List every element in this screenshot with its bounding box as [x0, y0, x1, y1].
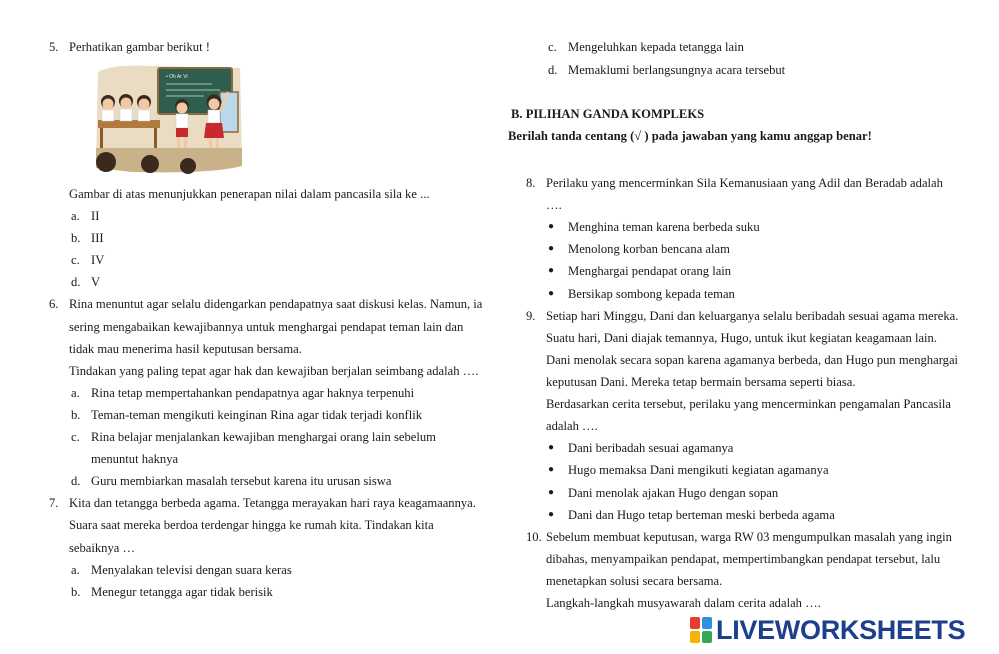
logo-text: LIVEWORKSHEETS [716, 615, 966, 645]
q5-option-text[interactable]: II [91, 209, 100, 223]
q6-text-line: Tindakan yang paling tepat agar hak dan kewajiban berjalan seimbang adalah …. [69, 364, 479, 378]
q6-option-text-cont[interactable]: menuntut haknya [91, 452, 179, 466]
bullet-icon: ● [548, 221, 555, 232]
q5-option-letter: a. [71, 209, 80, 223]
q7-option-text[interactable]: Memaklumi berlangsungnya acara tersebut [568, 63, 786, 77]
q6-option-text[interactable]: Rina belajar menjalankan kewajiban menghargai orang lain sebelum [91, 430, 436, 444]
q8-text-line: …. [546, 198, 562, 212]
q7-text-line: Suara saat mereka berdoa terdengar hingga ke rumah kita. Tindakan kita [69, 518, 434, 532]
q8-option-text[interactable]: Menghargai pendapat orang lain [568, 264, 732, 278]
q9-text-line: Dani menolak secara sopan karena agamanya berbeda, dan Hugo pun menghargai [546, 353, 959, 367]
q7-option-letter: a. [71, 563, 80, 577]
bullet-icon: ● [548, 265, 555, 276]
seated-students [101, 94, 151, 121]
q6-option-letter: b. [71, 408, 81, 422]
q6-option-letter: d. [71, 474, 81, 488]
q7-option-text[interactable]: Menegur tetangga agar tidak berisik [91, 585, 273, 599]
q7-text-line: sebaiknya … [69, 541, 136, 555]
q5-text: Perhatikan gambar berikut ! [69, 40, 210, 54]
bullet-icon: ● [548, 288, 555, 299]
bullet-icon: ● [548, 464, 555, 475]
q6-number: 6. [49, 297, 59, 311]
logo-tile [690, 631, 700, 643]
bullet-icon: ● [548, 442, 555, 453]
q7-number: 7. [49, 496, 59, 510]
q6-option-letter: a. [71, 386, 80, 400]
q9-text-line: keputusan Dani. Mereka tetap bermain bersama seperti biasa. [546, 375, 856, 389]
q10-number: 10. [526, 530, 542, 544]
q6-option-letter: c. [71, 430, 80, 444]
q10-text-line: dibahas, menyampaikan pendapat, mempertimbangkan pendapat tersebut, lalu [546, 552, 941, 566]
logo-tile [702, 631, 712, 643]
q10-text-line: menetapkan solusi secara bersama. [546, 574, 723, 588]
q8-option-text[interactable]: Bersikap sombong kepada teman [568, 287, 735, 301]
q8-text-line: Perilaku yang mencerminkan Sila Kemanusiaan yang Adil dan Beradab adalah [546, 176, 943, 190]
q5-option-letter: d. [71, 275, 81, 289]
q10-text-line: Sebelum membuat keputusan, warga RW 03 mengumpulkan masalah yang ingin [546, 530, 952, 544]
q8-option-text[interactable]: Menolong korban bencana alam [568, 242, 730, 256]
q9-text-line: adalah …. [546, 419, 598, 433]
q9-text-line: Suatu hari, Dani diajak temannya, Hugo, untuk ikut kegiatan keagamaan lain. [546, 331, 937, 345]
q5-caption: Gambar di atas menunjukkan penerapan nilai dalam pancasila sila ke ... [69, 187, 430, 201]
q6-text-line: Rina menuntut agar selalu didengarkan pendapatnya saat diskusi kelas. Namun, ia [69, 297, 483, 311]
bullet-icon: ● [548, 509, 555, 520]
q7-option-letter: b. [71, 585, 81, 599]
section-heading: B. PILIHAN GANDA KOMPLEKS [511, 107, 705, 121]
q7-text-line: Kita dan tetangga berbeda agama. Tetangga merayakan hari raya keagamaannya. [69, 496, 476, 510]
q9-option-text[interactable]: Dani dan Hugo tetap berteman meski berbeda agama [568, 508, 835, 522]
q5-option-text[interactable]: IV [91, 253, 105, 267]
classroom-illustration [92, 62, 244, 176]
q5-option-text[interactable]: V [91, 275, 101, 289]
q9-text-line: Berdasarkan cerita tersebut, perilaku yang mencerminkan pengamalan Pancasila [546, 397, 951, 411]
logo-tile [702, 617, 712, 629]
q9-option-text[interactable]: Hugo memaksa Dani mengikuti kegiatan agamanya [568, 463, 829, 477]
logo-tile [690, 617, 700, 629]
q5-option-text[interactable]: III [91, 231, 104, 245]
bullet-icon: ● [548, 487, 555, 498]
q5-option-letter: b. [71, 231, 81, 245]
bullet-icon: ● [548, 243, 555, 254]
q5-option-letter: c. [71, 253, 80, 267]
q10-text-line: Langkah-langkah musyawarah dalam cerita adalah …. [546, 596, 821, 610]
q9-option-text[interactable]: Dani beribadah sesuai agamanya [568, 441, 734, 455]
q6-option-text[interactable]: Teman-teman mengikuti keinginan Rina agar tidak terjadi konflik [91, 408, 423, 422]
q7-option-letter: c. [548, 40, 557, 54]
q7-option-letter: d. [548, 63, 558, 77]
q6-option-text[interactable]: Guru membiarkan masalah tersebut karena itu urusan siswa [91, 474, 392, 488]
q8-number: 8. [526, 176, 536, 190]
q9-text-line: Setiap hari Minggu, Dani dan keluarganya selalu beribadah sesuai agama mereka. [546, 309, 959, 323]
q6-option-text[interactable]: Rina tetap mempertahankan pendapatnya agar haknya terpenuhi [91, 386, 415, 400]
blackboard-text: • Oh Ar Vi [166, 74, 188, 80]
q7-option-text[interactable]: Menyalakan televisi dengan suara keras [91, 563, 292, 577]
q8-option-text[interactable]: Menghina teman karena berbeda suku [568, 220, 760, 234]
q7-option-text[interactable]: Mengeluhkan kepada tetangga lain [568, 40, 744, 54]
q6-text-line: tidak mau menerima hasil keputusan bersama. [69, 342, 302, 356]
q9-number: 9. [526, 309, 536, 323]
liveworksheets-logo-icon [690, 617, 712, 643]
q9-option-text[interactable]: Dani menolak ajakan Hugo dengan sopan [568, 486, 779, 500]
q5-number: 5. [49, 40, 59, 54]
q6-text-line: sering mengabaikan kewajibannya untuk menghargai pendapat teman lain dan [69, 320, 464, 334]
section-instruction: Berilah tanda centang (√ ) pada jawaban yang kamu anggap benar! [508, 129, 872, 143]
liveworksheets-logo[interactable] [690, 614, 965, 646]
